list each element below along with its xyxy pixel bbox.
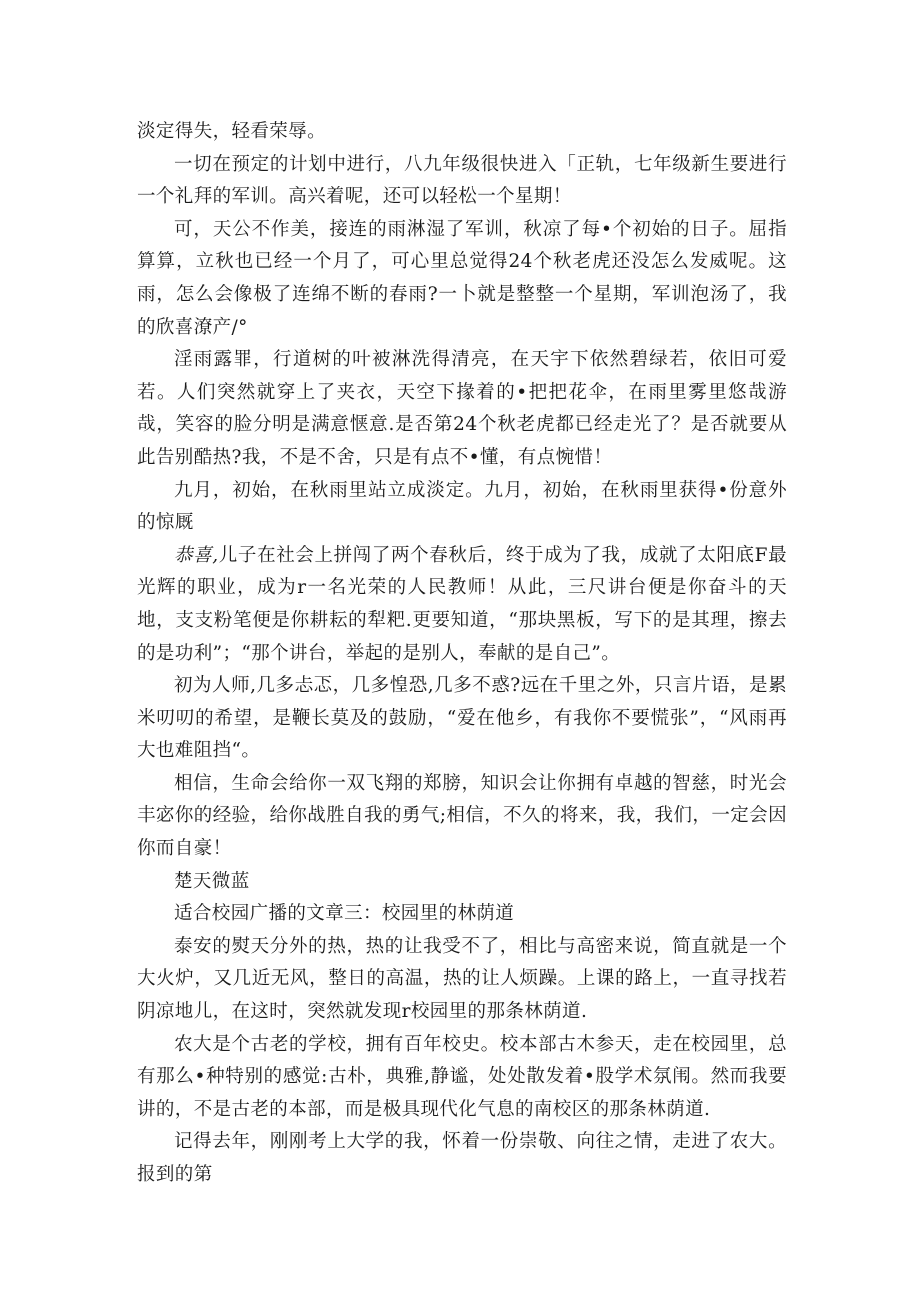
paragraph-military-training: 一切在预定的计划中进行，八九年级很快进入「正轨，七年级新生要进行一个礼拜的军训。高兴着呢，还可以轻松一个星期！	[137, 153, 787, 208]
author-signature: 楚天微蓝	[174, 870, 250, 892]
article-three-title: 适合校园广播的文章三：校园里的林荫道	[174, 903, 515, 925]
paragraph-taian-heat: 泰安的熨天分外的热，热的让我受不了，相比与高密来说，简直就是一个大火炉，又几近无风，整日的高温，热的让人烦躁。上课的路上，一直寻找若阴凉地儿，在这时，突然就发现r校园里的那条林荫道.	[137, 935, 787, 1023]
paragraph-last-year: 记得去年，刚刚考上大学的我，怀着一份崇敬、向往之情，走进了农大。报到的第	[137, 1131, 787, 1185]
paragraph-autumn-rain: 可，天公不作美，接连的雨淋湿了军训，秋凉了每•个初始的日子。屈指算算，立秋也已经一个月了，可心里总觉得24个秋老虎还没怎么发威呢。这雨，怎么会像极了连绵不断的春雨?一卜就是整整一个星期，军训泡汤了，我的欣喜潦产/°	[137, 218, 787, 338]
paragraph-new-teacher: 初为人师,几多忐忑，几多惶恐,几多不惑?远在千里之外，只言片语，是累米叨叨的希望，是鞭长莫及的鼓励，“爱在他乡，有我你不要慌张”，“风雨再大也难阻挡“。	[137, 675, 787, 762]
paragraph-congratulations	[137, 540, 787, 670]
article-body	[137, 116, 787, 1192]
congrats-lead: 恭喜,	[174, 544, 219, 566]
paragraph-agri-university: 农大是个古老的学校，拥有百年校史。校本部古木参天，走在校园里，总有那么•种特别的感觉:古朴，典雅,静谧，处处散发着•股学术氛闱。然而我要讲的，不是古老的本部，而是极具现代化气息的南校区的那条林荫道.	[137, 1033, 787, 1120]
paragraph-september: 九月，初始，在秋雨里站立成淡定。九月，初始，在秋雨里获得•份意外的惊厩	[137, 479, 787, 534]
congrats-rest: 儿子在社会上拼闯了两个春秋后，终于成为了我，成就了太阳底F最光辉的职业，成为r一名光荣的人民教师！从此，三尺讲台便是你奋斗的天地，支支粉笔便是你耕耘的犁粑.更要知道，“那块黑板，写下的是其理，擦去的是功利”；“那个讲台，举起的是别人，奉献的是自己”。	[137, 544, 787, 664]
paragraph-believe: 相信，生命会给你一双飞翔的郑膀，知识会让你拥有卓越的智慈，时光会丰宓你的经验，给你战胜自我的勇气;相信，不久的将来，我，我们，一定会因你而自豪！	[137, 772, 787, 860]
paragraph-closing-line: 淡定得失，轻看荣辱。	[137, 121, 327, 142]
paragraph-drizzle: 淫雨露罪，行道树的叶被淋洗得清亮，在天宇下依然碧绿若，依旧可爱若。人们突然就穿上了夹衣，天空下掾着的•把把花伞，在雨里雾里悠哉游哉，笑容的脸分明是满意惬意.是否第24个秋老虎都已经走光了？是否就要从此告别酷热?我，不是不舍，只是有点不•懂，有点惋惜！	[137, 349, 787, 468]
